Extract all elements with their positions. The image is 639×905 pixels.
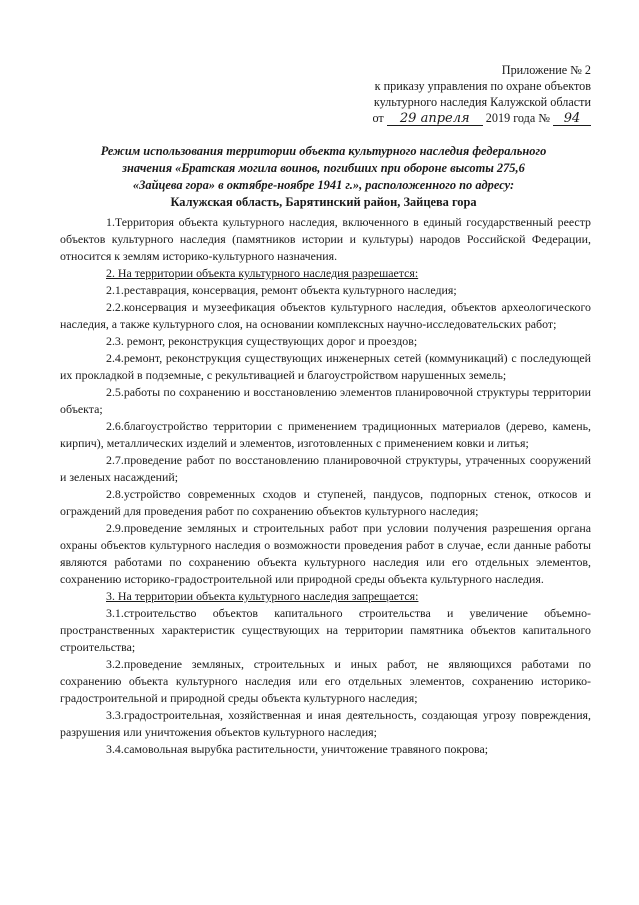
appendix-number: Приложение № 2 [501, 63, 591, 77]
title-line: значения «Братская могила воинов, погибших при обороне высоты 275,6 [122, 161, 525, 175]
section-3-heading: 3. На территории объекта культурного наследия запрещается: [106, 589, 419, 603]
handwritten-date: 29 апреля [387, 112, 483, 126]
paragraph-2-5: 2.5.работы по сохранению и восстановлению элементов планировочной структуры территории объекта; [60, 385, 591, 416]
paragraph-3-1: 3.1.строительство объектов капитального строительства и увеличение объемно-пространственных характеристик существующих на территории памятника объектов капитального строительства; [60, 606, 591, 654]
document-body [60, 214, 591, 758]
title-line: «Зайцева гора» в октябре-ноябре 1941 г.», расположенного по адресу: [132, 178, 515, 192]
paragraph-2-9: 2.9.проведение земляных и строительных работ при условии получения разрешения органа охраны объектов культурного наследия о возможности проведения работ в случае, если данные работы являются работами по сохранению объекта культурного наследия или его отдельных элементов, сохранению историко-градостроительной или природной среды объекта культурного наследия. [60, 521, 591, 586]
paragraph-3-3: 3.3.градостроительная, хозяйственная и иная деятельность, создающая угрозу повреждения, разрушения или уничтожения объектов культурного наследия; [60, 708, 591, 739]
paragraph-2-6: 2.6.благоустройство территории с применением традиционных материалов (дерево, камень, кирпич), металлических изделий и элементов, изготовленных с применением ковки и литья; [60, 419, 591, 450]
appendix-order-line: к приказу управления по охране объектов [374, 79, 591, 93]
from-label: от [372, 111, 384, 125]
paragraph-3-4: 3.4.самовольная вырубка растительности, уничтожение травяного покрова; [106, 742, 489, 756]
appendix-header [0, 62, 591, 126]
paragraph-2-2: 2.2.консервация и музеефикация объектов культурного наследия, объектов археологического наследия, а также культурного слоя, на основании комплексных научно-исследовательских работ; [60, 300, 591, 331]
appendix-date-line [0, 110, 591, 126]
paragraph-3-2: 3.2.проведение земляных, строительных и иных работ, не являющихся работами по сохранению объекта культурного наследия или его отдельных элементов, сохранению историко-градостроительной и природной среды объекта культурного наследия; [60, 657, 591, 705]
paragraph-2-1: 2.1.реставрация, консервация, ремонт объекта культурного наследия; [106, 283, 457, 297]
year-label: 2019 года № [485, 111, 550, 125]
document-title [60, 143, 587, 211]
title-line: Режим использования территории объекта культурного наследия федерального [100, 144, 547, 158]
paragraph-2-8: 2.8.устройство современных сходов и ступеней, пандусов, подпорных стенок, откосов и ограждений для проведения работ по сохранению объектов культурного наследия; [60, 487, 591, 518]
handwritten-number: 94 [553, 112, 591, 126]
paragraph-2-4: 2.4.ремонт, реконструкция существующих инженерных сетей (коммуникаций) с последующей их прокладкой в подземные, с рекультивацией и благоустройством нарушенных земель; [60, 351, 591, 382]
title-line: Калужская область, Барятинский район, Зайцева гора [170, 195, 477, 209]
paragraph-1: 1.Территория объекта культурного наследия, включенного в единый государственный реестр объектов культурного наследия (памятников истории и культуры) народов Российской Федерации, относится к землям историко-культурного назначения. [60, 215, 591, 263]
section-2-heading: 2. На территории объекта культурного наследия разрешается: [106, 266, 419, 280]
paragraph-2-7: 2.7.проведение работ по восстановлению планировочной структуры, утраченных сооружений и зеленых насаждений; [60, 453, 591, 484]
appendix-authority-line: культурного наследия Калужской области [373, 95, 591, 109]
paragraph-2-3: 2.3. ремонт, реконструкция существующих дорог и проездов; [106, 334, 418, 348]
